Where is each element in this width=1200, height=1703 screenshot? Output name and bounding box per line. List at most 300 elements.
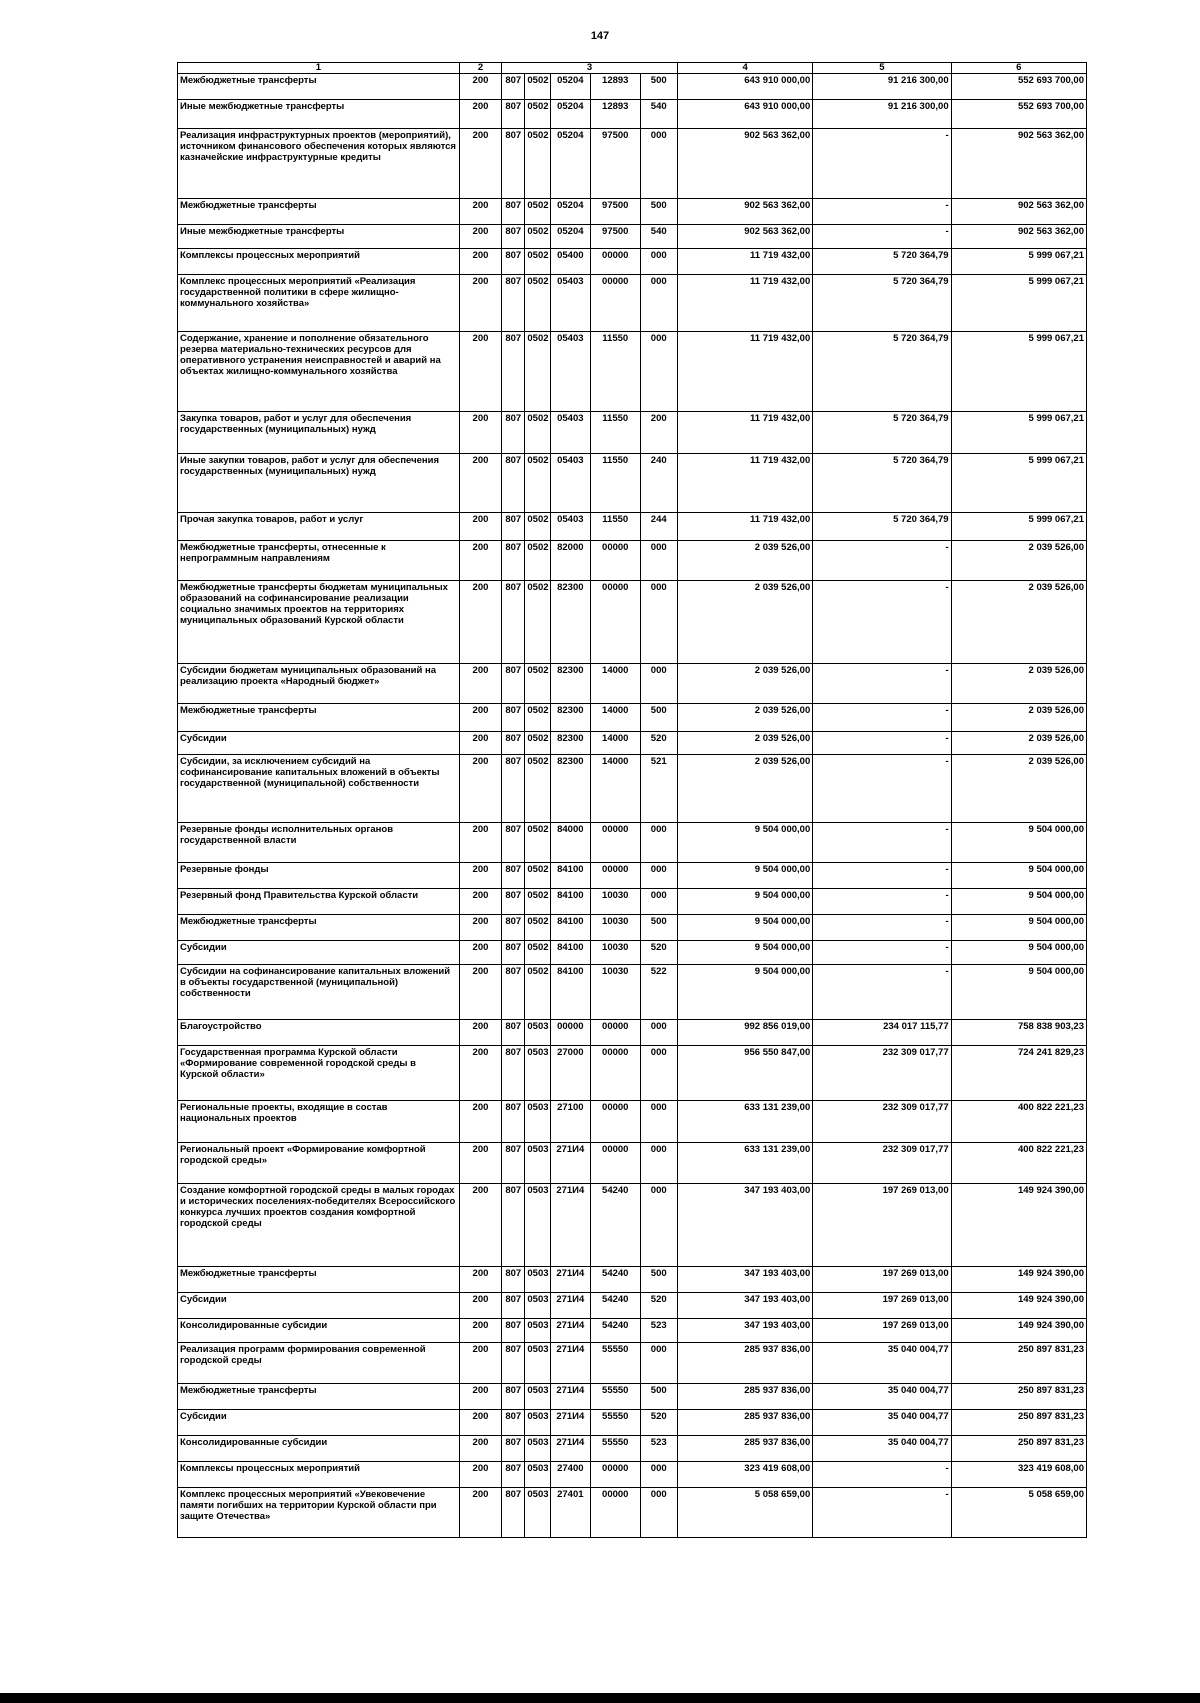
row-sum-6: 902 563 362,00 [951,129,1086,199]
row-name: Резервный фонд Правительства Курской области [178,889,460,915]
table-row [178,74,1087,100]
row-direction: 54240 [591,1319,640,1343]
row-section: 0503 [525,1343,550,1384]
row-program: 84100 [550,965,590,1020]
row-section: 0503 [525,1184,550,1267]
row-grbs: 807 [502,1488,525,1538]
row-sum-6: 5 999 067,21 [951,513,1086,541]
row-name: Межбюджетные трансферты [178,1267,460,1293]
row-program: 05204 [550,129,590,199]
row-sum-5: 5 720 364,79 [813,412,951,454]
row-expense-type: 500 [640,915,677,941]
row-col-2: 200 [459,199,501,225]
row-name: Субсидии на софинансирование капитальных вложений в объекты государственной (муниципальной) собственности [178,965,460,1020]
row-expense-type: 000 [640,249,677,275]
row-program: 271И4 [550,1184,590,1267]
row-direction: 14000 [591,704,640,732]
row-name: Субсидии [178,941,460,965]
row-sum-6: 5 058 659,00 [951,1488,1086,1538]
row-grbs: 807 [502,129,525,199]
table-row [178,915,1087,941]
row-sum-6: 552 693 700,00 [951,100,1086,129]
row-sum-6: 250 897 831,23 [951,1410,1086,1436]
row-name: Субсидии [178,1410,460,1436]
row-sum-6: 250 897 831,23 [951,1384,1086,1410]
row-sum-6: 2 039 526,00 [951,732,1086,755]
row-sum-5: - [813,199,951,225]
row-sum-5: 91 216 300,00 [813,74,951,100]
row-grbs: 807 [502,1293,525,1319]
row-col-2: 200 [459,664,501,704]
row-sum-5: - [813,1488,951,1538]
row-program: 271И4 [550,1384,590,1410]
row-grbs: 807 [502,412,525,454]
row-direction: 11550 [591,513,640,541]
row-direction: 14000 [591,755,640,823]
row-section: 0502 [525,732,550,755]
row-name: Реализация программ формирования современной городской среды [178,1343,460,1384]
row-sum-5: 197 269 013,00 [813,1267,951,1293]
row-sum-6: 5 999 067,21 [951,454,1086,513]
row-grbs: 807 [502,454,525,513]
row-name: Благоустройство [178,1020,460,1046]
row-sum-4: 285 937 836,00 [677,1410,812,1436]
row-name: Межбюджетные трансферты, отнесенные к непрограммным направлениям [178,541,460,581]
row-col-2: 200 [459,1488,501,1538]
table-row [178,1143,1087,1184]
table-row [178,1343,1087,1384]
row-name: Государственная программа Курской области «Формирование современной городской среды в Курской области» [178,1046,460,1101]
row-sum-5: 5 720 364,79 [813,332,951,412]
row-section: 0503 [525,1293,550,1319]
row-sum-5: 232 309 017,77 [813,1046,951,1101]
row-section: 0503 [525,1020,550,1046]
row-sum-4: 347 193 403,00 [677,1319,812,1343]
row-direction: 14000 [591,732,640,755]
row-sum-5: - [813,581,951,664]
row-direction: 97500 [591,225,640,249]
row-grbs: 807 [502,915,525,941]
row-program: 05403 [550,454,590,513]
row-sum-6: 724 241 829,23 [951,1046,1086,1101]
row-expense-type: 500 [640,199,677,225]
row-direction: 55550 [591,1436,640,1462]
scan-bottom-edge [0,1693,1200,1703]
table-row [178,1462,1087,1488]
row-grbs: 807 [502,249,525,275]
row-sum-5: 5 720 364,79 [813,513,951,541]
row-sum-4: 633 131 239,00 [677,1143,812,1184]
row-sum-5: - [813,941,951,965]
row-direction: 10030 [591,915,640,941]
row-direction: 54240 [591,1293,640,1319]
row-sum-5: - [813,965,951,1020]
row-program: 271И4 [550,1436,590,1462]
row-section: 0502 [525,454,550,513]
row-section: 0502 [525,915,550,941]
table-row [178,225,1087,249]
row-expense-type: 000 [640,1020,677,1046]
row-name: Межбюджетные трансферты [178,199,460,225]
row-sum-4: 2 039 526,00 [677,664,812,704]
row-sum-6: 5 999 067,21 [951,332,1086,412]
row-col-2: 200 [459,275,501,332]
row-sum-4: 11 719 432,00 [677,249,812,275]
table-row [178,889,1087,915]
table-row [178,1184,1087,1267]
row-name: Комплексы процессных мероприятий [178,1462,460,1488]
row-sum-4: 11 719 432,00 [677,412,812,454]
row-grbs: 807 [502,664,525,704]
row-name: Консолидированные субсидии [178,1319,460,1343]
row-sum-6: 400 822 221,23 [951,1101,1086,1143]
row-sum-4: 11 719 432,00 [677,513,812,541]
header-col-2: 2 [459,63,501,74]
row-expense-type: 540 [640,100,677,129]
row-name: Межбюджетные трансферты [178,915,460,941]
table-row [178,1436,1087,1462]
row-program: 84000 [550,823,590,863]
row-grbs: 807 [502,1462,525,1488]
row-grbs: 807 [502,100,525,129]
row-expense-type: 540 [640,225,677,249]
row-sum-6: 250 897 831,23 [951,1343,1086,1384]
row-expense-type: 000 [640,1101,677,1143]
row-direction: 00000 [591,1101,640,1143]
row-section: 0502 [525,704,550,732]
row-expense-type: 000 [640,541,677,581]
row-col-2: 200 [459,100,501,129]
row-direction: 54240 [591,1184,640,1267]
row-grbs: 807 [502,732,525,755]
row-program: 84100 [550,941,590,965]
row-sum-5: 91 216 300,00 [813,100,951,129]
row-program: 05400 [550,249,590,275]
row-program: 82300 [550,732,590,755]
row-sum-5: 5 720 364,79 [813,275,951,332]
row-sum-5: 197 269 013,00 [813,1319,951,1343]
row-col-2: 200 [459,249,501,275]
row-program: 84100 [550,915,590,941]
header-col-6: 6 [951,63,1086,74]
table-row [178,513,1087,541]
table-row [178,332,1087,412]
row-sum-4: 9 504 000,00 [677,965,812,1020]
row-program: 27100 [550,1101,590,1143]
row-sum-5: - [813,541,951,581]
table-row [178,664,1087,704]
row-section: 0502 [525,225,550,249]
row-program: 05204 [550,225,590,249]
row-col-2: 200 [459,1293,501,1319]
row-section: 0503 [525,1143,550,1184]
row-grbs: 807 [502,704,525,732]
table-row [178,1319,1087,1343]
row-direction: 54240 [591,1267,640,1293]
row-sum-6: 9 504 000,00 [951,863,1086,889]
row-sum-6: 2 039 526,00 [951,581,1086,664]
row-section: 0502 [525,199,550,225]
row-expense-type: 520 [640,941,677,965]
row-sum-4: 9 504 000,00 [677,863,812,889]
table-row [178,1046,1087,1101]
row-section: 0503 [525,1488,550,1538]
row-sum-4: 902 563 362,00 [677,225,812,249]
header-col-1: 1 [178,63,460,74]
row-sum-5: 232 309 017,77 [813,1101,951,1143]
row-section: 0502 [525,965,550,1020]
row-sum-6: 323 419 608,00 [951,1462,1086,1488]
row-direction: 10030 [591,941,640,965]
row-grbs: 807 [502,823,525,863]
row-col-2: 200 [459,1462,501,1488]
row-sum-4: 2 039 526,00 [677,581,812,664]
row-sum-4: 9 504 000,00 [677,941,812,965]
table-row [178,249,1087,275]
table-row [178,1293,1087,1319]
row-program: 271И4 [550,1410,590,1436]
row-col-2: 200 [459,755,501,823]
row-sum-4: 9 504 000,00 [677,915,812,941]
row-sum-4: 9 504 000,00 [677,823,812,863]
row-direction: 00000 [591,1488,640,1538]
row-expense-type: 523 [640,1319,677,1343]
row-direction: 00000 [591,1462,640,1488]
row-direction: 00000 [591,1046,640,1101]
row-program: 05403 [550,513,590,541]
row-program: 82300 [550,704,590,732]
row-expense-type: 000 [640,664,677,704]
row-grbs: 807 [502,332,525,412]
row-section: 0502 [525,823,550,863]
row-sum-4: 11 719 432,00 [677,454,812,513]
table-row [178,965,1087,1020]
row-sum-5: 232 309 017,77 [813,1143,951,1184]
row-sum-4: 347 193 403,00 [677,1293,812,1319]
row-sum-4: 992 856 019,00 [677,1020,812,1046]
row-name: Межбюджетные трансферты [178,1384,460,1410]
row-col-2: 200 [459,1143,501,1184]
row-sum-5: - [813,915,951,941]
row-col-2: 200 [459,1101,501,1143]
row-name: Консолидированные субсидии [178,1436,460,1462]
header-col-5: 5 [813,63,951,74]
table-row [178,100,1087,129]
row-section: 0502 [525,129,550,199]
row-expense-type: 500 [640,1267,677,1293]
row-sum-4: 643 910 000,00 [677,100,812,129]
row-col-2: 200 [459,704,501,732]
row-sum-5: 35 040 004,77 [813,1410,951,1436]
row-program: 271И4 [550,1143,590,1184]
row-expense-type: 240 [640,454,677,513]
table-row [178,1101,1087,1143]
row-section: 0502 [525,664,550,704]
table-row [178,941,1087,965]
row-sum-6: 5 999 067,21 [951,249,1086,275]
row-expense-type: 500 [640,704,677,732]
row-col-2: 200 [459,1319,501,1343]
row-sum-6: 902 563 362,00 [951,225,1086,249]
header-col-3: 3 [502,63,678,74]
row-expense-type: 000 [640,275,677,332]
row-sum-5: 35 040 004,77 [813,1384,951,1410]
row-grbs: 807 [502,1184,525,1267]
row-expense-type: 500 [640,1384,677,1410]
row-expense-type: 000 [640,129,677,199]
header-col-4: 4 [677,63,812,74]
row-program: 05204 [550,199,590,225]
row-sum-6: 400 822 221,23 [951,1143,1086,1184]
row-sum-6: 5 999 067,21 [951,412,1086,454]
row-name: Создание комфортной городской среды в малых городах и исторических поселениях-победителях Всероссийского конкурса лучших проектов создания комфортной городской среды [178,1184,460,1267]
row-sum-5: 5 720 364,79 [813,454,951,513]
row-sum-4: 2 039 526,00 [677,704,812,732]
row-col-2: 200 [459,1046,501,1101]
table-row [178,129,1087,199]
row-grbs: 807 [502,863,525,889]
row-grbs: 807 [502,581,525,664]
row-section: 0502 [525,581,550,664]
row-name: Закупка товаров, работ и услуг для обеспечения государственных (муниципальных) нужд [178,412,460,454]
row-direction: 10030 [591,965,640,1020]
row-sum-5: - [813,823,951,863]
row-grbs: 807 [502,1143,525,1184]
table-row [178,541,1087,581]
row-sum-5: 197 269 013,00 [813,1293,951,1319]
row-section: 0502 [525,74,550,100]
table-row [178,1488,1087,1538]
row-sum-5: - [813,664,951,704]
row-grbs: 807 [502,1046,525,1101]
row-col-2: 200 [459,129,501,199]
row-col-2: 200 [459,581,501,664]
row-section: 0503 [525,1267,550,1293]
row-sum-6: 2 039 526,00 [951,541,1086,581]
row-grbs: 807 [502,1410,525,1436]
row-sum-6: 250 897 831,23 [951,1436,1086,1462]
row-sum-6: 9 504 000,00 [951,915,1086,941]
row-section: 0503 [525,1462,550,1488]
row-col-2: 200 [459,454,501,513]
row-expense-type: 500 [640,74,677,100]
row-expense-type: 520 [640,732,677,755]
row-section: 0503 [525,1384,550,1410]
row-expense-type: 000 [640,1488,677,1538]
row-program: 84100 [550,863,590,889]
row-direction: 00000 [591,541,640,581]
row-expense-type: 520 [640,1293,677,1319]
row-sum-4: 11 719 432,00 [677,332,812,412]
row-name: Субсидии [178,732,460,755]
row-name: Резервные фонды исполнительных органов государственной власти [178,823,460,863]
table-row [178,732,1087,755]
row-program: 82300 [550,664,590,704]
row-sum-4: 9 504 000,00 [677,889,812,915]
row-section: 0502 [525,513,550,541]
row-name: Региональный проект «Формирование комфортной городской среды» [178,1143,460,1184]
row-col-2: 200 [459,225,501,249]
row-grbs: 807 [502,1436,525,1462]
row-col-2: 200 [459,889,501,915]
table-row [178,1384,1087,1410]
row-section: 0502 [525,332,550,412]
row-direction: 11550 [591,412,640,454]
row-direction: 97500 [591,129,640,199]
row-col-2: 200 [459,513,501,541]
row-sum-4: 2 039 526,00 [677,732,812,755]
row-name: Региональные проекты, входящие в состав национальных проектов [178,1101,460,1143]
row-name: Иные межбюджетные трансферты [178,225,460,249]
row-direction: 97500 [591,199,640,225]
row-expense-type: 000 [640,1462,677,1488]
row-program: 271И4 [550,1319,590,1343]
row-direction: 14000 [591,664,640,704]
row-section: 0502 [525,863,550,889]
row-section: 0503 [525,1046,550,1101]
row-expense-type: 000 [640,1184,677,1267]
row-grbs: 807 [502,889,525,915]
row-sum-6: 552 693 700,00 [951,74,1086,100]
row-col-2: 200 [459,1184,501,1267]
row-program: 82300 [550,581,590,664]
row-expense-type: 000 [640,863,677,889]
row-name: Иные закупки товаров, работ и услуг для обеспечения государственных (муниципальных) нужд [178,454,460,513]
table-row [178,199,1087,225]
row-sum-4: 5 058 659,00 [677,1488,812,1538]
row-col-2: 200 [459,1436,501,1462]
row-program: 271И4 [550,1343,590,1384]
row-col-2: 200 [459,965,501,1020]
row-sum-6: 149 924 390,00 [951,1293,1086,1319]
row-name: Комплекс процессных мероприятий «Реализация государственной политики в сфере жилищно-коммунального хозяйства» [178,275,460,332]
row-direction: 11550 [591,454,640,513]
row-expense-type: 523 [640,1436,677,1462]
row-col-2: 200 [459,1343,501,1384]
row-sum-5: 197 269 013,00 [813,1184,951,1267]
row-sum-4: 347 193 403,00 [677,1184,812,1267]
row-name: Иные межбюджетные трансферты [178,100,460,129]
row-name: Субсидии [178,1293,460,1319]
row-sum-6: 5 999 067,21 [951,275,1086,332]
row-col-2: 200 [459,823,501,863]
row-col-2: 200 [459,412,501,454]
row-grbs: 807 [502,1319,525,1343]
row-sum-4: 902 563 362,00 [677,129,812,199]
row-section: 0502 [525,412,550,454]
row-sum-6: 2 039 526,00 [951,664,1086,704]
row-section: 0502 [525,275,550,332]
page-number: 147 [590,30,610,42]
row-grbs: 807 [502,1384,525,1410]
row-program: 271И4 [550,1267,590,1293]
row-expense-type: 244 [640,513,677,541]
row-name: Субсидии, за исключением субсидий на софинансирование капитальных вложений в объекты государственной (муниципальной) собственности [178,755,460,823]
table-row [178,412,1087,454]
row-sum-6: 9 504 000,00 [951,941,1086,965]
row-direction: 12893 [591,100,640,129]
row-expense-type: 521 [640,755,677,823]
row-sum-4: 285 937 836,00 [677,1384,812,1410]
row-grbs: 807 [502,941,525,965]
row-section: 0502 [525,889,550,915]
row-sum-5: - [813,225,951,249]
table-row [178,1410,1087,1436]
row-expense-type: 000 [640,1343,677,1384]
row-sum-6: 2 039 526,00 [951,704,1086,732]
row-expense-type: 000 [640,581,677,664]
row-sum-6: 149 924 390,00 [951,1319,1086,1343]
